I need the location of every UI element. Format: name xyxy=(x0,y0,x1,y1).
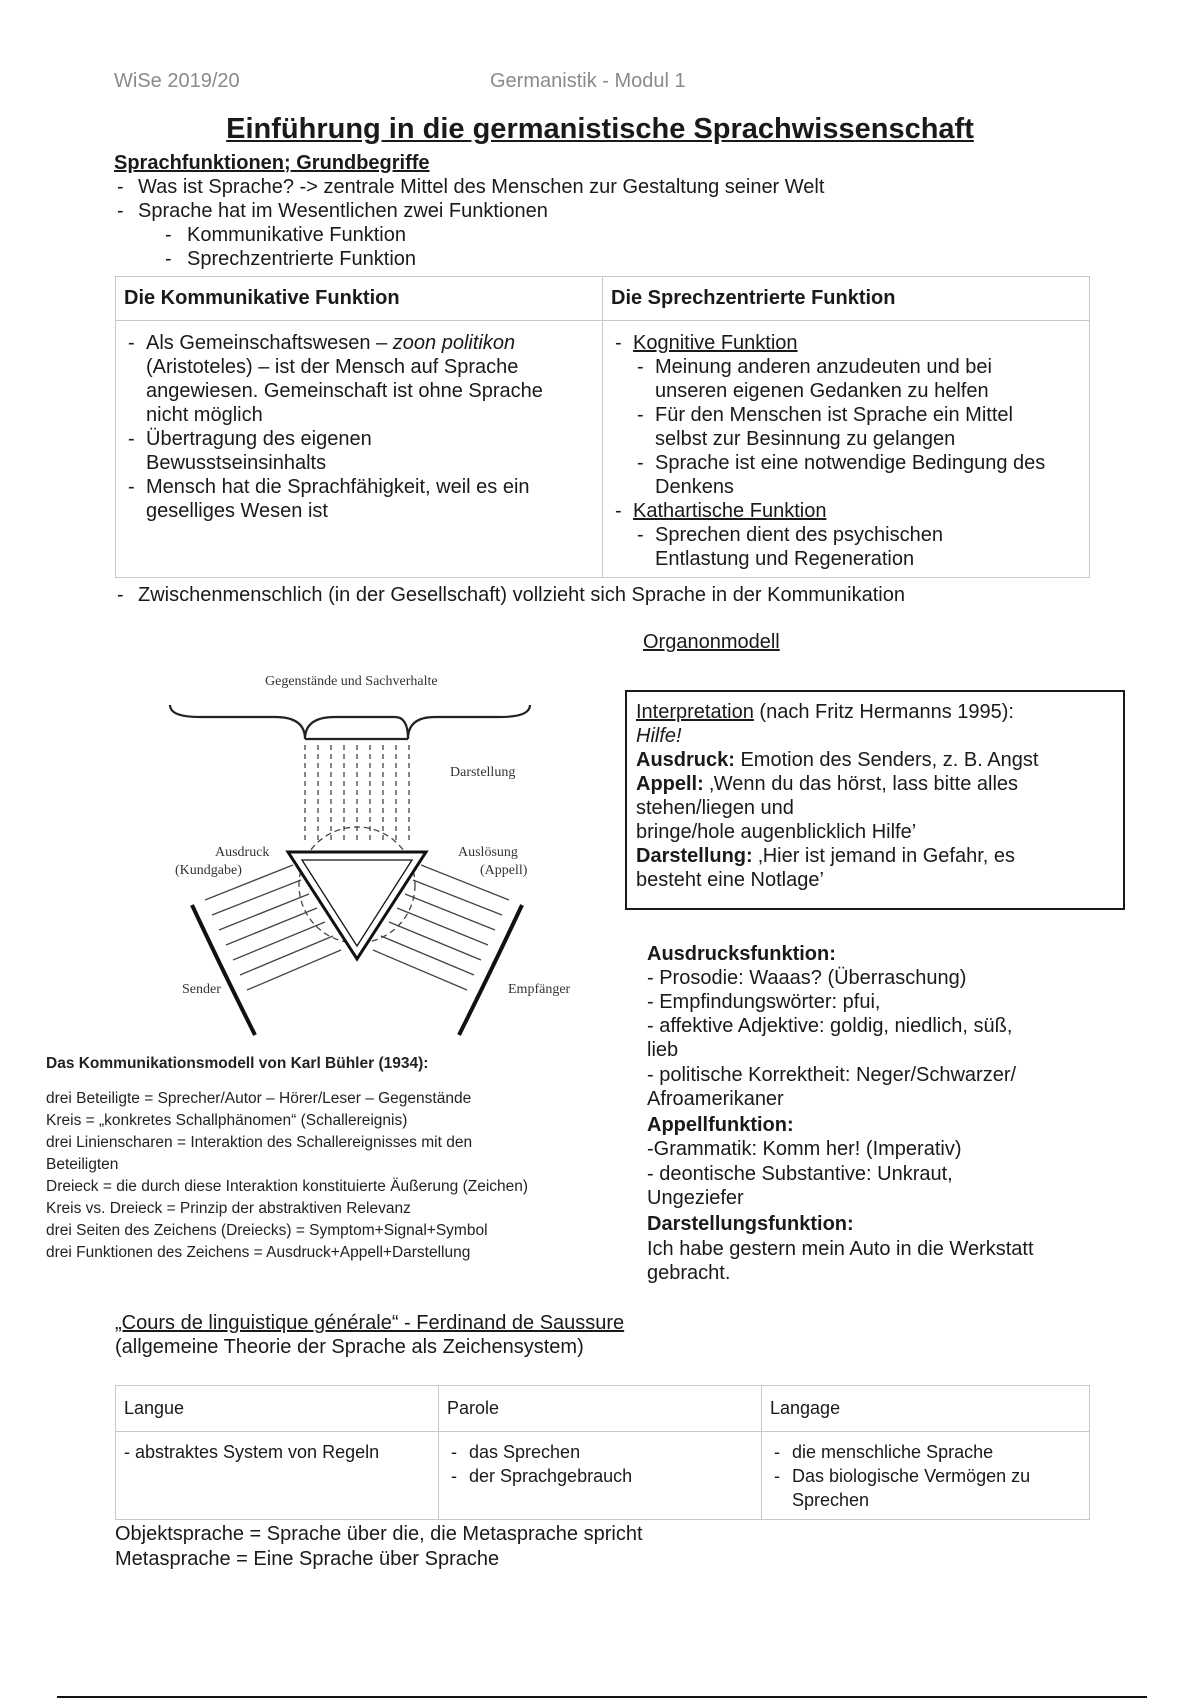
caption-line: Kreis = „konkretes Schallphänomen“ (Schallereignis) xyxy=(46,1112,408,1129)
communicative-cell xyxy=(116,321,603,578)
saussure-subheading: (allgemeine Theorie der Sprache als Zeichensystem) xyxy=(115,1336,584,1358)
kognitive-heading: Kognitive Funktion xyxy=(633,332,798,354)
caption-line: Dreieck = die durch diese Interaktion konstituierte Äußerung (Zeichen) xyxy=(46,1178,529,1195)
interpretation-appeal-cont: stehen/liegen und xyxy=(636,797,794,819)
interpretation-expression xyxy=(636,748,1114,772)
list-item: - der Sprachgebrauch xyxy=(447,1464,753,1488)
table-header-speech-centered: Die Sprechzentrierte Funktion xyxy=(603,277,1090,321)
speech-centered-list xyxy=(611,331,1081,571)
meta-language-note: Metasprache = Eine Sprache über Sprache xyxy=(115,1548,500,1570)
caption-line: Kreis vs. Dreieck = Prinzip der abstraktiven Relevanz xyxy=(46,1200,411,1217)
representation-function-heading: Darstellungsfunktion: xyxy=(647,1213,854,1235)
sub-bullet-text: Kommunikative Funktion xyxy=(187,224,406,246)
appeal-function-heading: Appellfunktion: xyxy=(647,1114,794,1136)
sub-bullet-text: Sprechzentrierte Funktion xyxy=(187,248,417,270)
bullet-text: Sprache hat im Wesentlichen zwei Funktionen xyxy=(138,200,548,222)
langue-text: - abstraktes System von Regeln xyxy=(124,1442,380,1462)
organon-diagram xyxy=(160,665,610,1040)
module-label: Germanistik - Modul 1 xyxy=(490,70,686,92)
kathartische-list xyxy=(633,523,1081,571)
list-item xyxy=(124,475,594,523)
interpretation-representation xyxy=(636,844,1114,868)
list-item: - Das biologische Vermögen zu Sprechen xyxy=(770,1464,1081,1512)
table-header-communicative: Die Kommunikative Funktion xyxy=(116,277,603,321)
diagram-label-appeal: (Appell) xyxy=(480,863,528,878)
diagram-caption-title: Das Kommunikationsmodell von Karl Bühler (1934): xyxy=(46,1055,429,1072)
representation-label: Darstellung: xyxy=(636,845,753,867)
footer-divider xyxy=(57,1696,1147,1698)
receiver-arc xyxy=(459,905,522,1035)
parole-cell xyxy=(439,1432,762,1520)
header-langue: Langue xyxy=(116,1386,439,1432)
list-item: - das Sprechen xyxy=(447,1440,753,1464)
function-line: - affektive Adjektive: goldig, niedlich, süß, xyxy=(647,1015,1013,1037)
function-line: gebracht. xyxy=(647,1262,731,1284)
function-line: Afroamerikaner xyxy=(647,1088,784,1110)
list-item xyxy=(124,331,594,427)
saussure-table xyxy=(115,1385,1090,1520)
communicative-list xyxy=(124,331,594,523)
function-line: Ungeziefer xyxy=(647,1187,744,1209)
function-line: -Grammatik: Komm her! (Imperativ) xyxy=(647,1138,962,1160)
speech-centered-cell xyxy=(603,321,1090,578)
sub-bullet-dash: - xyxy=(165,248,172,270)
italic-term: zoon politikon xyxy=(392,332,516,354)
diagram-label-representation: Darstellung xyxy=(450,765,516,780)
header-langage: Langage xyxy=(762,1386,1090,1432)
bullet-dash: - xyxy=(117,584,124,606)
list-item: - Meinung anderen anzudeuten und bei unseren eigenen Gedanken zu helfen xyxy=(633,355,1081,403)
interpretation-appeal-cont: bringe/hole augenblicklich Hilfe’ xyxy=(636,821,917,843)
interpretation-example xyxy=(636,724,1114,748)
expression-function-heading: Ausdrucksfunktion: xyxy=(647,943,836,965)
langue-cell xyxy=(116,1432,439,1520)
bullet-dash: - xyxy=(117,200,124,222)
diagram-label-expression: Ausdruck xyxy=(215,845,270,860)
section-heading: Sprachfunktionen; Grundbegriffe xyxy=(114,152,430,174)
langage-list xyxy=(770,1440,1081,1512)
caption-line: drei Funktionen des Zeichens = Ausdruck+Appell+Darstellung xyxy=(46,1244,471,1261)
interpretation-label: Interpretation xyxy=(636,701,754,723)
function-line: Ich habe gestern mein Auto in die Werkstatt xyxy=(647,1238,1034,1260)
kathartische-heading: Kathartische Funktion xyxy=(633,500,827,522)
text-span: Übertragung des eigenen Bewusstseinsinhalts xyxy=(146,428,372,474)
list-item: - Sprache ist eine notwendige Bedingung des Denkens xyxy=(633,451,1081,499)
object-language-note: Objektsprache = Sprache über die, die Metasprache spricht xyxy=(115,1523,643,1545)
expression-text: Emotion des Senders, z. B. Angst xyxy=(734,749,1039,771)
kognitive-list xyxy=(633,355,1081,499)
sender-arc xyxy=(192,905,255,1035)
caption-line: Beteiligten xyxy=(46,1156,119,1173)
list-item xyxy=(124,427,594,475)
diagram-label-receiver: Empfänger xyxy=(508,982,571,997)
function-line: lieb xyxy=(647,1039,679,1061)
diagram-label-kundgabe: (Kundgabe) xyxy=(175,863,242,878)
interpretation-source: (nach Fritz Hermanns 1995): xyxy=(753,701,1014,723)
text-span: Mensch hat die Sprachfähigkeit, weil es ein geselliges Wesen ist xyxy=(146,476,530,522)
appeal-label: Appell: xyxy=(636,773,704,795)
langage-cell xyxy=(762,1432,1090,1520)
interpretation-title xyxy=(636,700,1114,724)
diagram-label-sender: Sender xyxy=(182,982,221,997)
bullet-text: Zwischenmenschlich (in der Gesellschaft) vollzieht sich Sprache in der Kommunikation xyxy=(138,584,905,606)
list-item: - die menschliche Sprache xyxy=(770,1440,1081,1464)
sub-bullet-dash: - xyxy=(165,224,172,246)
representation-lines xyxy=(305,745,409,840)
function-line: - deontische Substantive: Unkraut, xyxy=(647,1163,953,1185)
page-title: Einführung in die germanistische Sprachwissenschaft xyxy=(226,113,974,145)
diagram-label-objects: Gegenstände und Sachverhalte xyxy=(265,674,438,689)
objects-brace xyxy=(170,705,530,739)
function-table xyxy=(115,276,1090,578)
organon-heading: Organonmodell xyxy=(643,631,780,653)
parole-list xyxy=(447,1440,753,1488)
interpretation-box xyxy=(625,690,1125,910)
function-line: - politische Korrektheit: Neger/Schwarzer/ xyxy=(647,1064,1017,1086)
expression-label: Ausdruck: xyxy=(636,749,735,771)
caption-line: drei Linienscharen = Interaktion des Schallereignisses mit den xyxy=(46,1134,473,1151)
list-item xyxy=(611,499,1081,571)
example-text: Hilfe! xyxy=(636,725,682,747)
list-item: - Für den Menschen ist Sprache ein Mittel selbst zur Besinnung zu gelangen xyxy=(633,403,1081,451)
interpretation-representation-cont: besteht eine Notlage’ xyxy=(636,869,824,891)
semester-label: WiSe 2019/20 xyxy=(114,70,240,92)
function-line: - Prosodie: Waaas? (Überraschung) xyxy=(647,967,967,989)
saussure-heading: „Cours de linguistique générale“ - Ferdinand de Saussure xyxy=(115,1312,625,1334)
appeal-text: ‚Wenn du das hörst, lass bitte alles xyxy=(703,773,1019,795)
text-span: Als Gemeinschaftswesen – xyxy=(146,332,393,354)
bullet-dash: - xyxy=(117,176,124,198)
list-item: - Sprechen dient des psychischen Entlastung und Regeneration xyxy=(633,523,1081,571)
text-span: (Aristoteles) – ist der Mensch auf Sprache angewiesen. Gemeinschaft ist ohne Sprache nicht möglich xyxy=(146,356,543,426)
sign-triangle xyxy=(288,852,426,959)
list-item xyxy=(611,331,1081,499)
representation-text: ‚Hier ist jemand in Gefahr, es xyxy=(752,845,1016,867)
caption-line: drei Beteiligte = Sprecher/Autor – Hörer/Leser – Gegenstände xyxy=(46,1090,472,1107)
diagram-label-trigger: Auslösung xyxy=(458,845,518,860)
bullet-text: Was ist Sprache? -> zentrale Mittel des Menschen zur Gestaltung seiner Welt xyxy=(138,176,825,198)
caption-line: drei Seiten des Zeichens (Dreiecks) = Symptom+Signal+Symbol xyxy=(46,1222,488,1239)
function-line: - Empfindungswörter: pfui, xyxy=(647,991,881,1013)
interpretation-appeal xyxy=(636,772,1114,796)
header-parole: Parole xyxy=(439,1386,762,1432)
